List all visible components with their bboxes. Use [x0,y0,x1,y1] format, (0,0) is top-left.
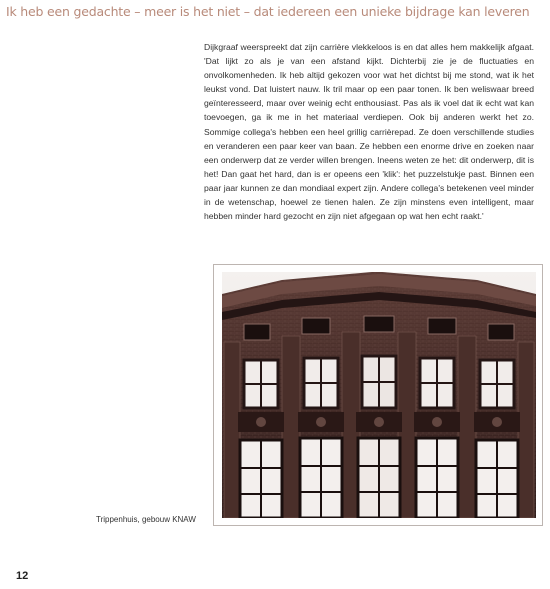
photo-frame [213,264,543,526]
photo-caption: Trippenhuis, gebouw KNAW [96,515,196,524]
article-body [204,40,534,223]
page-number: 12 [16,570,29,582]
running-header: Ik heb een gedachte – meer is het niet – dat iedereen een unieke bijdrage kan leveren [6,4,530,19]
trippenhuis-facade-illustration [222,272,536,518]
article-paragraph: Dijkgraaf weerspreekt dat zijn carrière vlekkeloos is en dat alles hem makkelijk afgaat. 'Dat lijkt zo als je van een afstand kijkt. Dichterbij zie je de fluctuaties en onvolkomenheden. Ik heb altijd gekozen voor wat het dichtst bij me stond, wat ik het leukst vond. Dat luistert nauw. Ik tril maar op een paar tonen. Ik ben weliswaar breed geïnteresseerd, maar over weinig echt enthousiast. Pas als ik voel dat ik echt wat kan toevoegen, ga ik me in het materiaal verdiepen. Ook bij anderen werkt het zo. Sommige collega's hebben een heel grillig carrièrepad. Ze doen verschillende studies en veranderen een paar keer van baan. Ze hebben een enorme drive en zoeken naar een onderwerp dat ze verder willen brengen. Ineens weten ze het: dit onderwerp, dit is het! Dan gaat het hard, dan is er opeens een 'klik': het puzzelstukje past. Binnen een paar jaar kunnen ze dan mondiaal expert zijn. Andere collega's betekenen veel minder in de wetenschap, hoewel ze tienen halen. Ze zijn minstens even intelligent, maar hebben minder hard gezocht en zijn niet afgegaan op wat hen echt raakt.' [204,42,534,222]
building-photo [222,272,536,518]
